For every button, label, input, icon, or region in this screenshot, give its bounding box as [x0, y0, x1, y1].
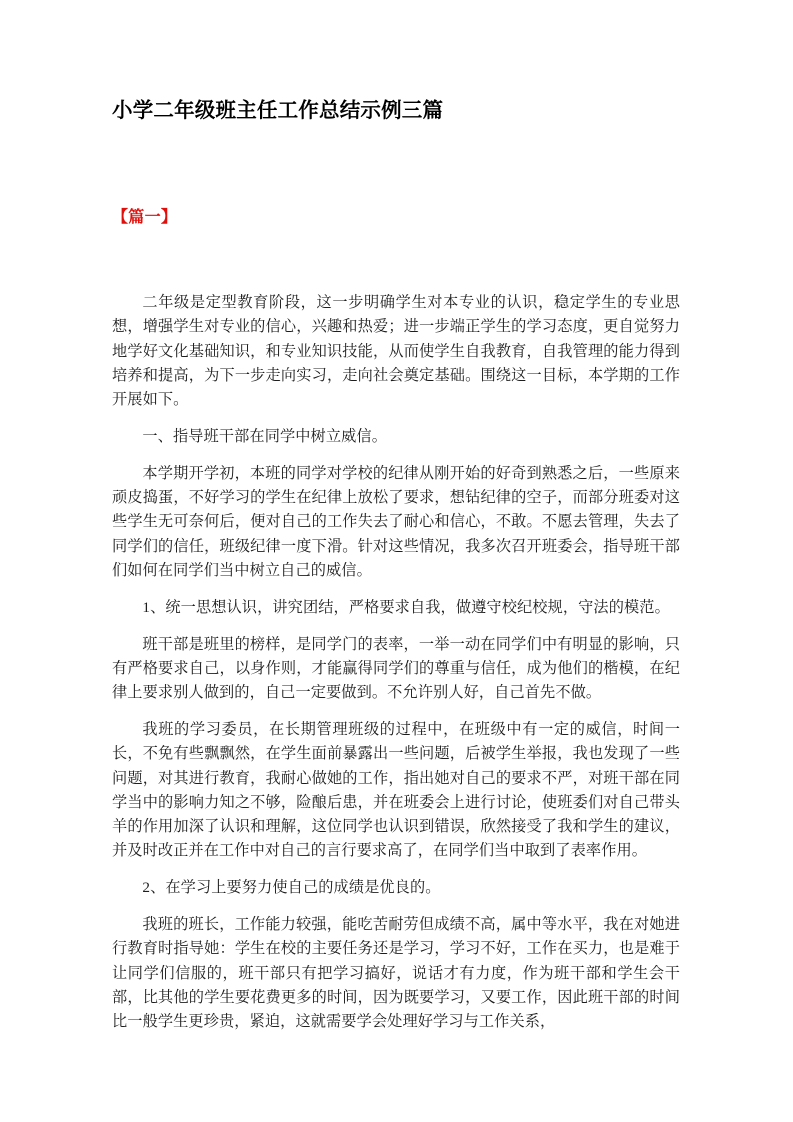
- paragraph-discipline-background: 本学期开学初，本班的同学对学校的纪律从刚开始的好奇到熟悉之后，一些原来顽皮捣蛋，不好学习的学生在纪律上放松了要求，想钻纪律的空子，而部分班委对这些学生无可奈何后，便对自己的工作失去了耐心和信心，不敢。不愿去管理，失去了同学们的信任，班级纪律一度下滑。针对这些情况，我多次召开班委会，指导班干部们如何在同学们当中树立自己的威信。: [112, 464, 680, 579]
- heading-item-one: 1、统一思想认识，讲究团结，严格要求自我，做遵守校纪校规，守法的模范。: [142, 598, 670, 616]
- heading-section-one: 一、指导班干部在同学中树立威信。: [142, 427, 387, 445]
- paragraph-class-monitor: 我班的班长，工作能力较强，能吃苦耐劳但成绩不高，属中等水平，我在对她进行教育时指导她：学生在校的主要任务还是学习，学习不好，工作在买力，也是难于让同学们信服的，班干部只有把学习搞好，说话才有力度，作为班干部和学生会干部，比其他的学生要花费更多的时间，因为既要学习，又要工作，因此班干部的时间比一般学生更珍贵，紧迫，这就需要学会处理好学习与工作关系，: [112, 916, 680, 1031]
- paragraph-study-committee-member: 我班的学习委员，在长期管理班级的过程中，在班级中有一定的威信，时间一长，不免有些飘飘然，在学生面前暴露出一些问题，后被学生举报，我也发现了一些问题，对其进行教育，我耐心做她的工作，指出她对自己的要求不严，对班干部在同学当中的影响力知之不够，险酿后患，并在班委会上进行讨论，使班委们对自己带头羊的作用加深了认识和理解，这位同学也认识到错误，欣然接受了我和学生的建议，并及时改正并在工作中对自己的言行要求高了，在同学们当中取到了表率作用。: [112, 720, 680, 860]
- paragraph-intro: 二年级是定型教育阶段，这一步明确学生对本专业的认识，稳定学生的专业思想，增强学生对专业的信心，兴趣和热爱；进一步端正学生的学习态度，更自觉努力地学好文化基础知识，和专业知识技能，从而使学生自我教育，自我管理的能力得到培养和提高，为下一步走向实习，走向社会奠定基础。围绕这一目标，本学期的工作开展如下。: [112, 294, 680, 409]
- section-marker-pian-yi: 【篇一】: [112, 209, 178, 226]
- document-body: [112, 229, 680, 1035]
- document-content-column: [112, 0, 680, 1035]
- paragraph-role-model: 班干部是班里的榜样，是同学门的表率，一举一动在同学们中有明显的影响，只有严格要求自己，以身作则，才能赢得同学们的尊重与信任，成为他们的楷模，在纪律上要求别人做到的，自己一定要做到。不允许别人好，自己首先不做。: [112, 635, 680, 702]
- heading-item-two: 2、在学习上要努力使自己的成绩是优良的。: [142, 879, 441, 897]
- page-title: 小学二年级班主任工作总结示例三篇: [112, 99, 444, 122]
